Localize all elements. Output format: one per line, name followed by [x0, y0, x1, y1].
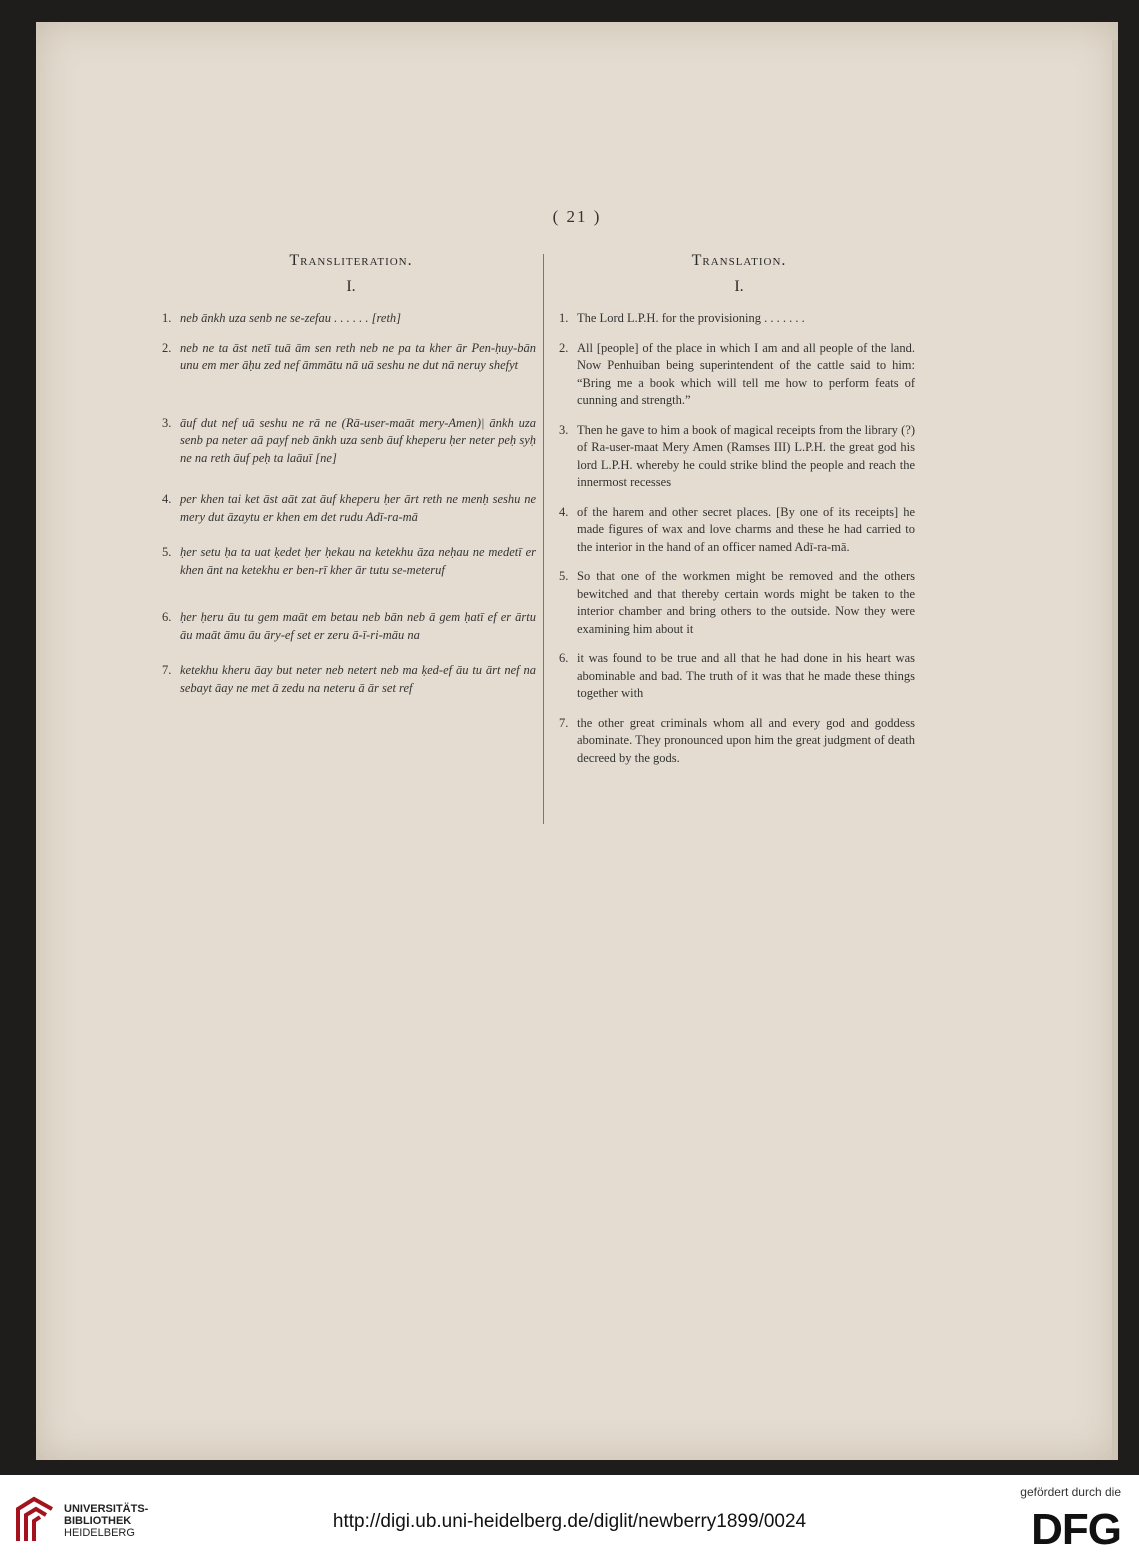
library-name: UNIVERSITÄTS- BIBLIOTHEK HEIDELBERG	[64, 1503, 149, 1539]
translation-column	[559, 252, 915, 779]
page-edge	[1112, 40, 1118, 1460]
translation-entry: 2. All [people] of the place in which I am and all people of the land. Now Penhuiban being superintendent of the cattle said to him: “Bring me a book which will tell me how to perform feats of cunning and strength.”	[559, 340, 915, 407]
translation-entry: 1. The Lord L.P.H. for the provisioning . . . . . . .	[559, 311, 805, 325]
translation-entry: 4. of the harem and other secret places. [By one of its receipts] he made figures of wax and love charms and these he had carried to the interior in the hand of an officer named Adī-ra-mā.	[559, 504, 915, 554]
transliteration-entry: 2. neb ne ta āst netī tuā ām sen reth neb ne pa ta kher ār Pen-ḥuy-bān unu em mer āḥu zed nef āmmātu nā uā seshu ne dut nā neruy shefyt	[162, 340, 536, 372]
book-page	[36, 22, 1118, 1460]
transliteration-entry: 3. āuf dut nef uā seshu ne rā ne (Rā-user-maāt mery-Amen)| ānkh uza senb pa neter aā payf neb ānkh uza senb āuf kheperu ḥer neter peḥ syḥ ne na reth āuf peḥ ta laāuī [ne]	[162, 415, 536, 465]
transliteration-entry: 6. ḥer ḥeru āu tu gem maāt em betau neb bān neb ā gem ḥatī ef er ārtu āu maāt āmu āu āry-ef set er zeru ā-ī-ri-māu na	[162, 610, 536, 642]
transliteration-entry: 4. per khen tai ket āst aāt zat āuf kheperu ḥer ārt reth ne menḥ seshu ne mery dut āzaytu er khen em det rudu Adī-ra-mā	[162, 492, 536, 524]
digitization-footer	[0, 1475, 1139, 1567]
page-number: ( 21 )	[552, 207, 602, 226]
translation-heading: Translation.	[691, 252, 787, 269]
translation-entry: 3. Then he gave to him a book of magical receipts from the library (?) of Ra-user-maat Mery Amen (Ramses III) L.P.H. the great god his lord L.P.H. whereby he could strike blind the people and reach the innermost recesses	[559, 422, 915, 489]
transliteration-entry: 7. ketekhu kheru āay but neter neb netert neb ma ḳed-ef āu tu ārt nef na sebayt āay ne met ā zedu na neteru ā ār set ref	[162, 663, 536, 695]
translation-entry: 5. So that one of the workmen might be removed and the others bewitched and that thereby certain words might be taken to the interior chamber and bring others to the outside. Now they were examining him about it	[559, 569, 915, 636]
transliteration-entry: 1. neb ānkh uza senb ne se-zefau . . . . . . [reth]	[162, 311, 402, 325]
column-divider	[543, 254, 544, 824]
transliteration-entry: 5. ḥer setu ḥa ta uat ḳedet ḥer ḥekau na ketekhu āza neḥau ne medetī er khen ānt na ketekhu er ben-rī kher ār tutu se-meteruf	[162, 545, 536, 577]
transliteration-column	[162, 252, 536, 709]
transliteration-heading: Transliteration.	[289, 252, 413, 269]
translation-entry: 6. it was found to be true and all that he had done in his heart was abominable and bad. The truth of it was that he made these things together with	[559, 651, 915, 700]
translation-section-number: I.	[734, 278, 744, 295]
dfg-logo: DFG	[1031, 1505, 1121, 1554]
transliteration-section-number: I.	[346, 278, 356, 295]
translation-entry: 7. the other great criminals whom all and every god and goddess abominate. They pronounced upon him the great judgment of death decreed by the gods.	[559, 715, 915, 765]
permalink-url[interactable]: http://digi.ub.uni-heidelberg.de/diglit/newberry1899/0024	[332, 1511, 807, 1532]
sponsor-label: gefördert durch die	[1020, 1485, 1121, 1499]
